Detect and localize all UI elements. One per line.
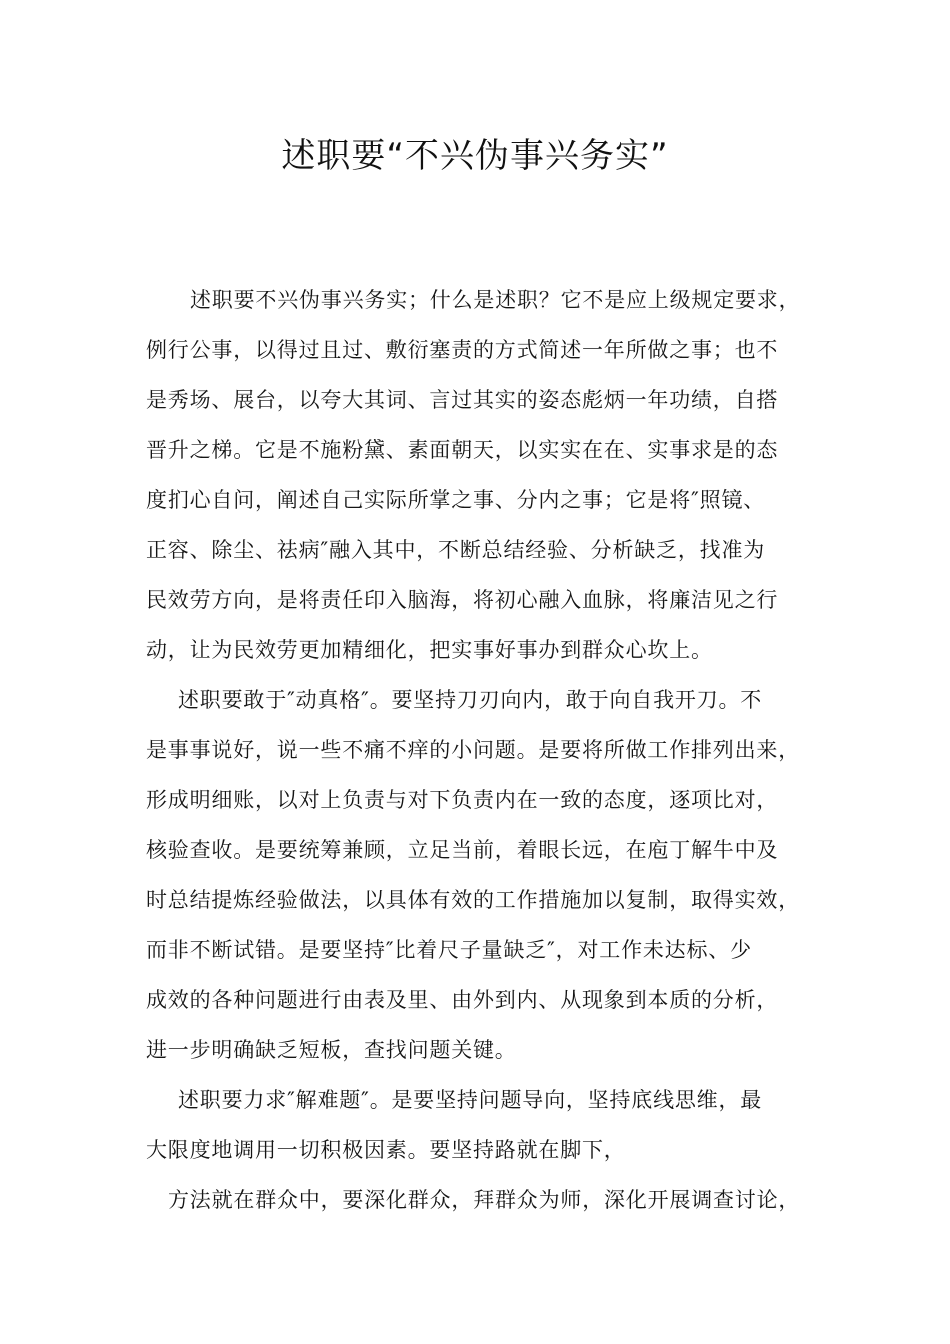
paragraph-1-line-6: 正容、除尘、祛病″融入其中，不断总结经验、分析缺乏，找准为 xyxy=(146,538,766,562)
paragraph-2-line-5: 时总结提炼经验做法，以具体有效的工作措施加以复制，取得实效， xyxy=(146,888,800,912)
paragraph-1-line-8: 动，让为民效劳更加精细化，把实事好事办到群众心坎上。 xyxy=(146,638,713,662)
paragraph-2-line-3: 形成明细账，以对上负责与对下负责内在一致的态度，逐项比对， xyxy=(146,788,779,812)
paragraph-2-line-4: 核验查收。是要统筹兼顾，立足当前，着眼长远，在庖丁解牛中及 xyxy=(146,838,779,862)
paragraph-2-line-2: 是事事说好，说一些不痛不痒的小问题。是要将所做工作排列出来， xyxy=(146,738,800,762)
paragraph-3-line-1: 述职要力求″解难题″。是要坚持问题导向，坚持底线思维，最 xyxy=(178,1088,763,1112)
paragraph-1-line-2: 例行公事，以得过且过、敷衍塞责的方式简述一年所做之事；也不 xyxy=(146,338,779,362)
paragraph-1-line-5: 度扪心自问，阐述自己实际所掌之事、分内之事；它是将″照镜、 xyxy=(146,488,766,512)
paragraph-1-line-7: 民效劳方向，是将责任印入脑海，将初心融入血脉，将廉洁见之行 xyxy=(146,588,779,612)
paragraph-4-line-1: 方法就在群众中，要深化群众，拜群众为师，深化开展调查讨论， xyxy=(168,1188,801,1212)
paragraph-2-line-7: 成效的各种问题进行由表及里、由外到内、从现象到本质的分析， xyxy=(146,988,779,1012)
paragraph-3-line-2: 大限度地调用一切积极因素。要坚持路就在脚下， xyxy=(146,1138,626,1162)
paragraph-1-line-3: 是秀场、展台，以夸大其词、言过其实的姿态彪炳一年功绩，自搭 xyxy=(146,388,779,412)
paragraph-1-line-1: 述职要不兴伪事兴务实；什么是述职？它不是应上级规定要求， xyxy=(190,288,801,312)
paragraph-2-line-8: 进一步明确缺乏短板，查找问题关键。 xyxy=(146,1038,517,1062)
paragraph-1-line-4: 晋升之梯。它是不施粉黛、素面朝天，以实实在在、实事求是的态 xyxy=(146,438,779,462)
paragraph-2-line-6: 而非不断试错。是要坚持″比着尺子量缺乏″，对工作未达标、少 xyxy=(146,938,752,962)
paragraph-2-line-1: 述职要敢于″动真格″。要坚持刀刃向内，敢于向自我开刀。不 xyxy=(178,688,763,712)
document-title: 述职要“不兴伪事兴务实” xyxy=(281,136,669,176)
